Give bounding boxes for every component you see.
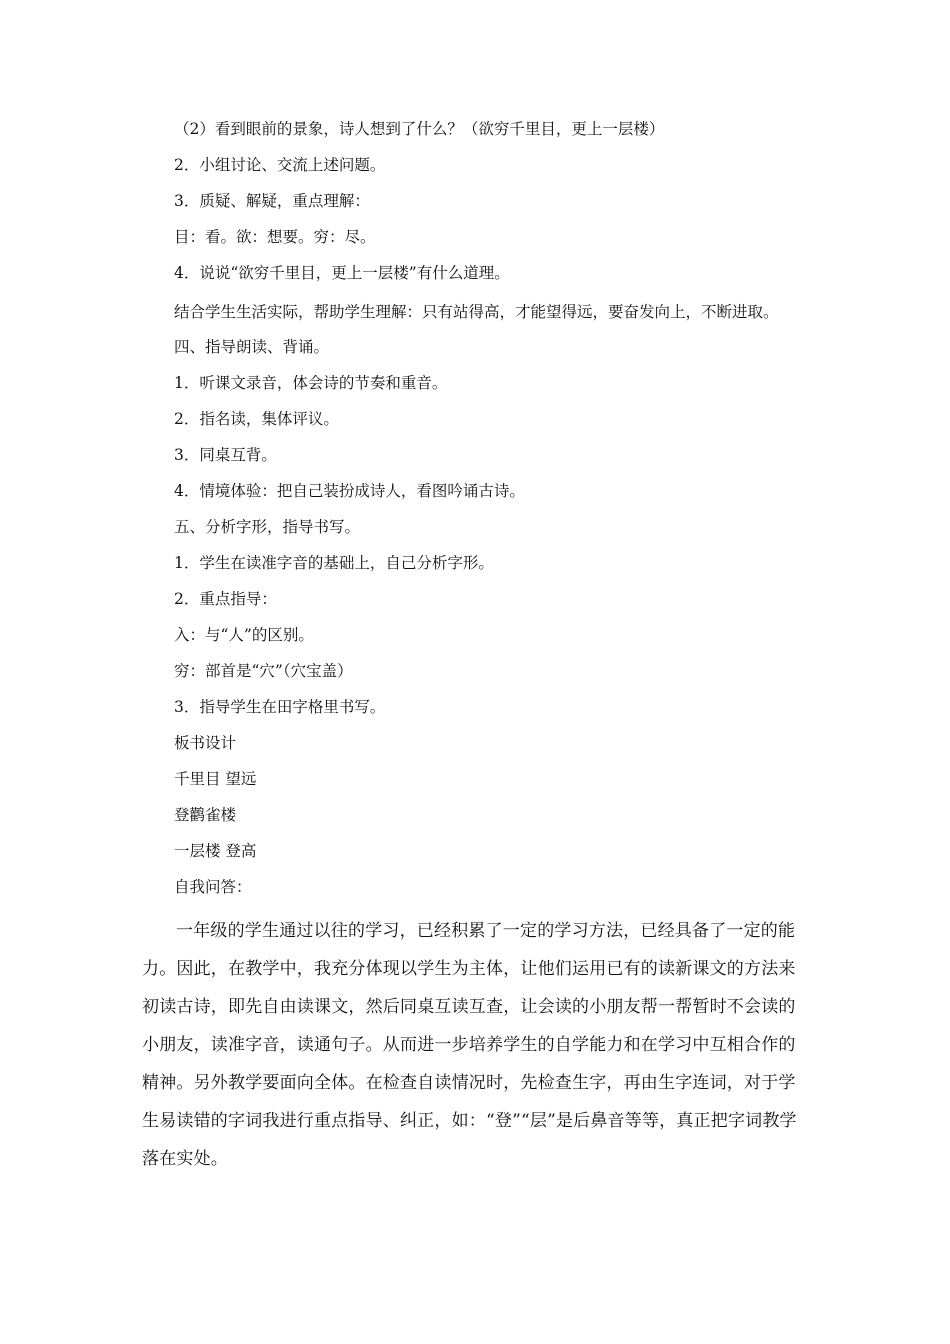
board-design-heading: 板书设计 (174, 734, 237, 752)
paragraph: 一年级的学生通过以往的学习，已经积累了一定的学习方法，已经具备了一定的能力。因此，在教学中，我充分体现以学生为主体，让他们运用已有的读新课文的方法来初读古诗，即先自由读课文，然后同桌互读互查，让会读的小朋友帮一帮暂时不会读的小朋友，读准字音，读通句子。从而进一步培养学生的自学能力和在学习中互相合作的精神。另外教学要面向全体。在检查自读情况时，先检查生字，再由生字连词，对于学生易读错的字词我进行重点指导、纠正，如：“登”“层”是后鼻音等等，真正把字词教学落在实处。 (142, 921, 797, 1169)
text-line: 2．小组讨论、交流上述问题。 (174, 156, 386, 174)
text-line: 2．重点指导： (174, 590, 277, 608)
board-line: 一层楼 登高 (174, 842, 257, 860)
text-line: 3．指导学生在田字格里书写。 (174, 698, 386, 716)
text-line: 入：与“人”的区别。 (174, 626, 314, 644)
board-line: 千里目 望远 (174, 770, 257, 788)
text-line: 4．说说“欲穷千里目，更上一层楼”有什么道理。 (174, 264, 510, 282)
section-heading: 五、分析字形，指导书写。 (174, 518, 361, 536)
text-line: 2．指名读，集体评议。 (174, 410, 339, 428)
text-line: 目：看。欲：想要。穷：尽。 (174, 228, 376, 246)
text-line: 3．质疑、解疑，重点理解： (174, 192, 370, 210)
text-line: 1．听课文录音，体会诗的节奏和重音。 (174, 374, 448, 392)
board-line: 登鹳雀楼 (174, 806, 237, 824)
text-line: 穷：部首是“穴”（穴宝盖） (174, 662, 353, 680)
text-line: （2）看到眼前的景象，诗人想到了什么？（欲穷千里目，更上一层楼） (174, 120, 665, 138)
self-qa-heading: 自我问答： (174, 878, 252, 896)
paragraph: 结合学生生活实际，帮助学生理解：只有站得高，才能望得远，要奋发向上，不断进取。 (174, 303, 779, 321)
text-line: 1．学生在读准字音的基础上，自己分析字形。 (174, 554, 494, 572)
section-heading: 四、指导朗读、背诵。 (174, 338, 330, 356)
text-line: 4．情境体验：把自己装扮成诗人，看图吟诵古诗。 (174, 482, 525, 500)
document-body (142, 118, 810, 1192)
text-line: 3．同桌互背。 (174, 446, 277, 464)
